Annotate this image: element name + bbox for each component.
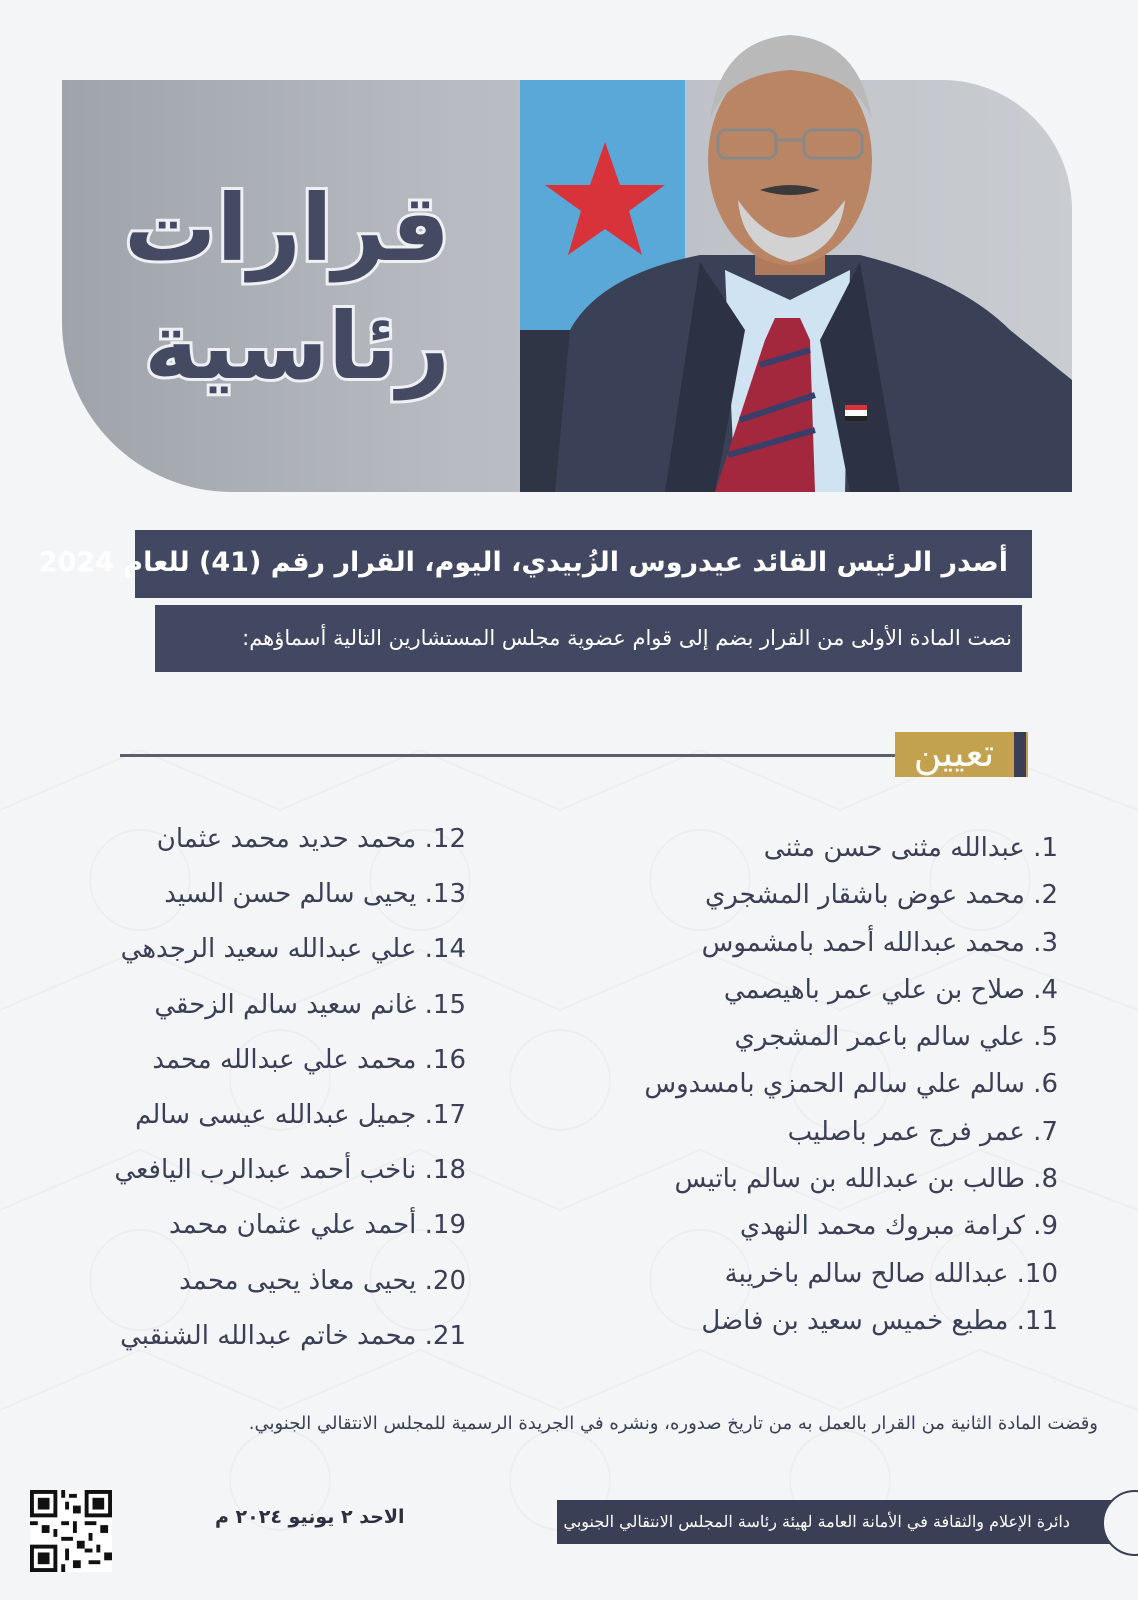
list-item: 11. مطيع خميس سعيد بن فاضل [701, 1305, 1058, 1336]
list-item: 16. محمد علي عبدالله محمد [152, 1044, 466, 1075]
list-item: 12. محمد حديد محمد عثمان [156, 824, 466, 854]
list-item: 15. غانم سعيد سالم الزحقي [154, 989, 466, 1020]
list-item: 13. يحيى سالم حسن السيد [164, 879, 466, 910]
list-item: 8. طالب بن عبدالله بن سالم باتيس [674, 1164, 1058, 1195]
hero-title-line1: قرارات [124, 175, 450, 282]
closing-paragraph: وقضت المادة الثانية من القرار بالعمل به من تاريخ صدوره، ونشره في الجريدة الرسمية للمجلس الانتقالي الجنوبي. [248, 1413, 1098, 1434]
list-item: 2. محمد عوض باشقار المشجري [704, 880, 1058, 911]
list-item: 1. عبدالله مثنى حسن مثنى [763, 833, 1058, 863]
list-item: 19. أحمد علي عثمان محمد [169, 1210, 466, 1241]
section-divider [120, 754, 1012, 757]
section-title: تعيين [913, 731, 995, 775]
list-item: 9. كرامة مبروك محمد النهدي [739, 1211, 1058, 1242]
names-list-right [644, 825, 1058, 1345]
list-item: 18. ناخب أحمد عبدالرب اليافعي [114, 1155, 466, 1186]
hero-title [124, 170, 450, 406]
list-item: 20. يحيى معاذ يحيى محمد [179, 1265, 466, 1296]
subheadline-banner: نصت المادة الأولى من القرار بضم إلى قوام عضوية مجلس المستشارين التالية أسماؤهم: [155, 605, 1022, 672]
section-tab-accent [1014, 732, 1026, 777]
list-item: 17. جميل عبدالله عيسى سالم [135, 1099, 466, 1130]
names-list-left [114, 812, 466, 1364]
list-item: 21. محمد خاتم عبدالله الشنقبي [120, 1320, 466, 1351]
list-item: 7. عمر فرج عمر باصليب [787, 1116, 1058, 1147]
list-item: 10. عبدالله صالح سالم باخريبة [724, 1258, 1058, 1289]
list-item: 4. صلاح بن علي عمر باهيصمي [723, 974, 1058, 1005]
hero-title-line2: رئاسية [144, 293, 450, 400]
list-item: 14. علي عبدالله سعيد الرجدهي [120, 934, 466, 965]
publication-date: الاحد ٢ يونيو ٢٠٢٤ م [215, 1506, 405, 1528]
list-item: 6. سالم علي سالم الحمزي بامسدوس [644, 1069, 1058, 1100]
list-item: 3. محمد عبدالله أحمد بامشموس [701, 927, 1058, 958]
footer-org-name: دائرة الإعلام والثقافة في الأمانة العامة لهيئة رئاسة المجلس الانتقالي الجنوبي [563, 1512, 1070, 1531]
qr-code-icon[interactable] [30, 1490, 112, 1572]
headline-banner: أصدر الرئيس القائد عيدروس الزُبيدي، اليوم، القرار رقم (41) للعام 2024 [135, 530, 1032, 598]
list-item: 5. علي سالم باعمر المشجري [734, 1022, 1058, 1053]
